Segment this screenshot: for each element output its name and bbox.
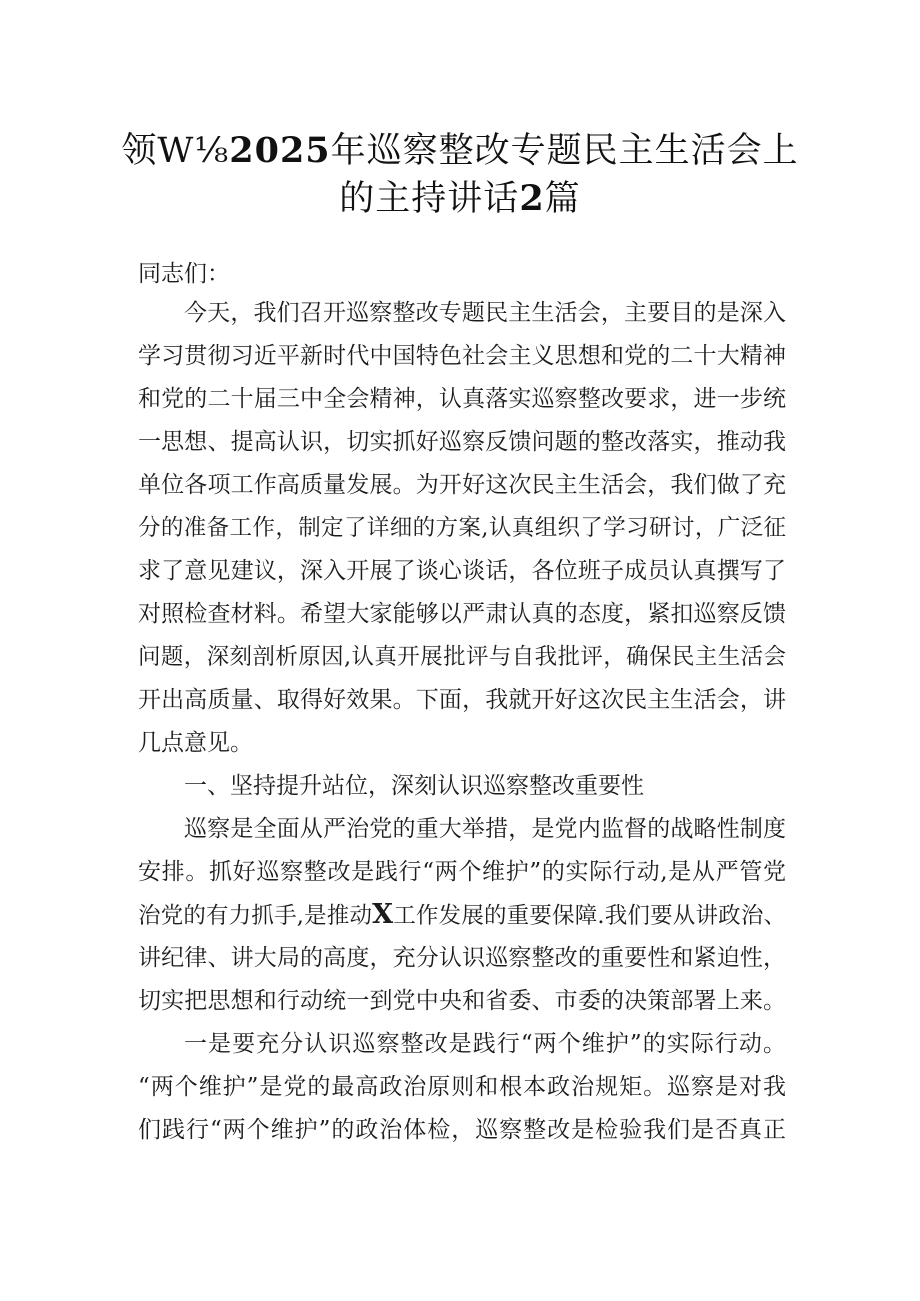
paragraph-1-line: 今天，我们召开巡察整改专题民主生活会，主要目的是深入 — [184, 300, 786, 326]
section-heading-1: 一、坚持提升站位，深刻认识巡察整改重要性 — [184, 773, 644, 799]
paragraph-1-line: 一思想、提高认识，切实抓好巡察反馈问题的整改落实，推动我 — [138, 429, 786, 455]
paragraph-2-line: 切实把思想和行动统一到党中央和省委、市委的决策部署上来。 — [138, 988, 786, 1014]
paragraph-1-line: 和党的二十届三中全会精神，认真落实巡察整改要求，进一步统 — [138, 386, 786, 412]
paragraph-1-line: 开出高质量、取得好效果。下面，我就开好这次民主生活会，讲 — [138, 687, 786, 713]
paragraph-3-line: 一是要充分认识巡察整改是践行“两个维护”的实际行动。 — [184, 1031, 786, 1057]
greeting: 同志们： — [138, 261, 230, 287]
document-title-line-1 — [120, 128, 800, 174]
paragraph-1-line: 学习贯彻习近平新时代中国特色社会主义思想和党的二十大精神 — [138, 343, 786, 369]
paragraph-1-line: 单位各项工作高质量发展。为开好这次民主生活会，我们做了充 — [138, 472, 786, 498]
paragraph-2-line: 巡察是全面从严治党的重大举措，是党内监督的战略性制度 — [184, 816, 786, 842]
placeholder-x: X — [372, 899, 394, 930]
paragraph-2-line-3-part-a: 治党的有力抓手,是推动 — [138, 903, 373, 929]
paragraph-1-line: 问题，深刻剖析原因,认真开展批评与自我批评，确保民主生活会 — [138, 644, 786, 670]
paragraph-2-line-3-part-b: 工作发展的重要保障.我们要从讲政治、 — [393, 903, 786, 929]
paragraph-1-line: 对照检查材料。希望大家能够以严肃认真的态度，紧扣巡察反馈 — [138, 601, 786, 627]
paragraph-1-line: 几点意见。 — [138, 730, 253, 756]
title-text: 的主持讲话 — [339, 179, 520, 219]
document-title-line-2 — [120, 176, 800, 222]
paragraph-3-line: “两个维护”是党的最高政治原则和根本政治规矩。巡察是对我 — [138, 1074, 786, 1100]
title-year: 2025 — [229, 130, 331, 171]
title-count: 2 — [519, 178, 545, 219]
paragraph-3-line: 们践行“两个维护”的政治体检，巡察整改是检验我们是否真正 — [138, 1117, 786, 1143]
paragraph-2-line: 讲纪律、讲大局的高度，充分认识巡察整改的重要性和紧迫性， — [138, 945, 786, 971]
paragraph-1-line: 分的准备工作，制定了详细的方案,认真组织了学习研讨，广泛征 — [138, 515, 786, 541]
paragraph-2-line — [138, 895, 786, 935]
title-prefix: 领W⅛ — [121, 131, 230, 171]
paragraph-2-line: 安排。抓好巡察整改是践行“两个维护”的实际行动,是从严管党 — [138, 859, 786, 885]
paragraph-1-line: 求了意见建议，深入开展了谈心谈话，各位班子成员认真撰写了 — [138, 558, 786, 584]
title-end: 篇 — [544, 179, 581, 219]
title-rest: 年巡察整改专题民主生活会上 — [330, 131, 799, 171]
